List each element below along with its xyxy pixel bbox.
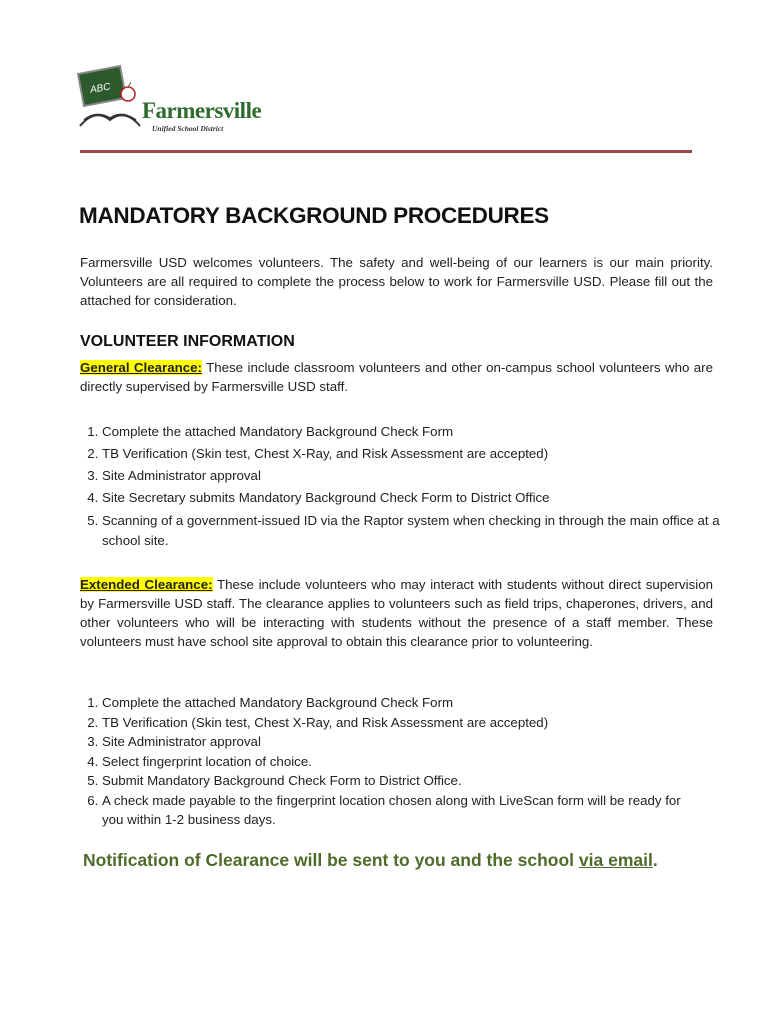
list-item: 4. Select fingerprint location of choice.: [102, 752, 742, 772]
intro-paragraph: Farmersville USD welcomes volunteers. The safety and well-being of our learners is our main priority. Volunteers are all required to complete the process below to work for Farmersville USD. Please fill out the attached for consideration.: [80, 255, 713, 308]
notification-text: [83, 850, 658, 871]
general-clearance-text: These include classroom volunteers and other on-campus school volunteers who are directly supervised by Farmersville USD staff.: [80, 360, 713, 394]
list-item: 1. Complete the attached Mandatory Background Check Form: [102, 421, 742, 443]
list-item: 1. Complete the attached Mandatory Background Check Form: [102, 693, 742, 713]
logo-subtitle: Unified School District: [152, 124, 224, 133]
district-logo: [76, 64, 262, 136]
board-text: ABC: [89, 81, 112, 96]
header-divider: [80, 150, 692, 153]
general-clearance-label: General Clearance:: [80, 360, 202, 375]
section-heading: VOLUNTEER INFORMATION: [80, 333, 295, 350]
list-item: 5. Scanning of a government-issued ID via the Raptor system when checking in through the main office at a school site.: [102, 511, 742, 550]
list-item: 4. Site Secretary submits Mandatory Background Check Form to District Office: [102, 487, 742, 509]
extended-clearance-label: Extended Clearance:: [80, 577, 213, 592]
chalkboard-book-apple-icon: [76, 64, 146, 136]
notification-body: Notification of Clearance will be sent to you and the school: [83, 850, 579, 870]
list-item: 6. A check made payable to the fingerprint location chosen along with LiveScan form will be ready for you within 1-2 business days.: [102, 791, 682, 830]
logo-name: Farmersville: [142, 98, 262, 123]
extended-clearance-text: These include volunteers who may interact with students without direct supervision by Farmersville USD staff. The clearance applies to volunteers such as field trips, chaperones, drivers, and other volunteers who will be interacting with students without the presence of a staff member. These volunteers must have school site approval to obtain this clearance prior to volunteering.: [80, 577, 713, 649]
list-item: 3. Site Administrator approval: [102, 465, 742, 487]
email-link[interactable]: via email: [578, 850, 653, 870]
general-clearance-paragraph: [80, 358, 713, 396]
notification-end: .: [652, 850, 658, 870]
page-title: MANDATORY BACKGROUND PROCEDURES: [79, 203, 549, 228]
general-steps-list: [80, 421, 742, 550]
extended-clearance-paragraph: [80, 575, 713, 651]
list-item: 2. TB Verification (Skin test, Chest X-Ray, and Risk Assessment are accepted): [102, 713, 742, 733]
list-item: 3. Site Administrator approval: [102, 732, 742, 752]
list-item: 5. Submit Mandatory Background Check Form to District Office.: [102, 771, 742, 791]
extended-steps-list: [80, 693, 742, 830]
list-item: 2. TB Verification (Skin test, Chest X-Ray, and Risk Assessment are accepted): [102, 443, 742, 465]
